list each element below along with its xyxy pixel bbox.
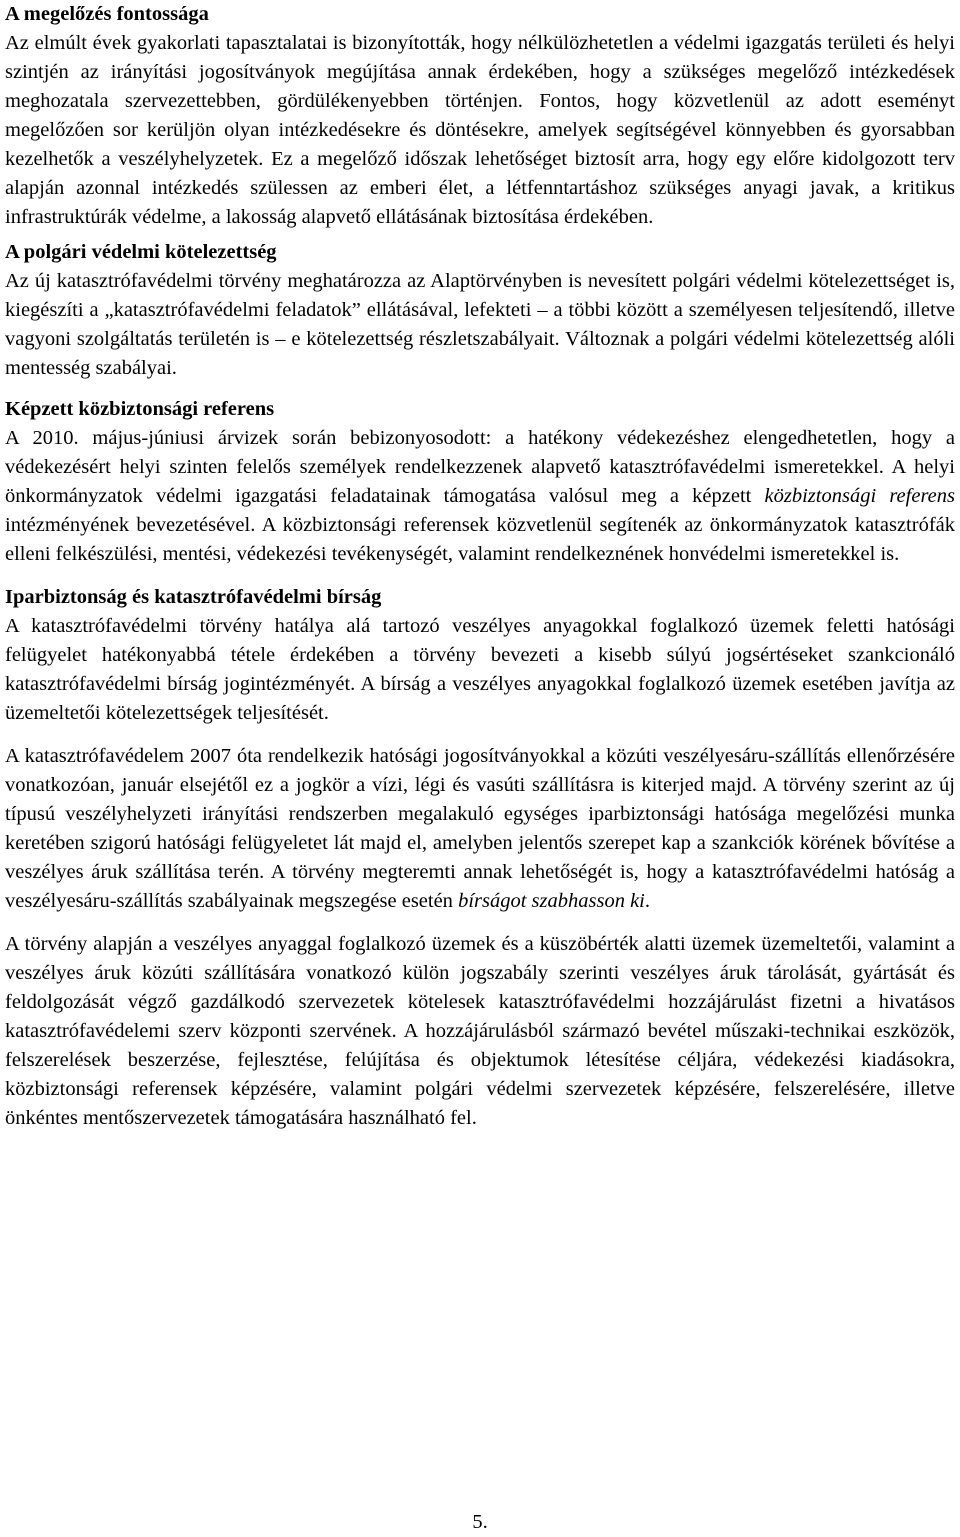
section-title-civil-defence: A polgári védelmi kötelezettség [5, 241, 277, 263]
page-number: 5. [472, 1511, 488, 1533]
section-title-industrial-safety: Iparbiztonság és katasztrófavédelmi bírság [5, 586, 382, 608]
paragraph-text: A 2010. május-júniusi árvizek során bebizonyosodott: a hatékony védekezéshez elengedhetetlen, hogy a védekezésért helyi szinten felelős személyek rendelkezzenek alapvető katasztrófavédelmi ismeretekkel. A helyi önkormányzatok védelmi igazgatási feladatainak támogatása valósul meg a képzett [5, 427, 955, 507]
document-page [5, 0, 955, 1133]
paragraph-text: intézményének bevezetésével. A közbiztonsági referensek közvetlenül segítenék az önkormányzatok katasztrófák elleni felkészülési, mentési, védekezési tevékenységét, valamint rendelkeznének honvédelmi ismeretekkel is. [5, 514, 955, 565]
paragraph-text: . [644, 890, 650, 912]
paragraph-dangerous-goods [5, 742, 955, 916]
paragraph-text: A katasztrófavédelem 2007 óta rendelkezik hatósági jogosítványokkal a közúti veszélyesáru-szállítás ellenőrzésére vonatkozóan, január elsejétől ez a jogkör a vízi, légi és vasúti szállításra is kiterjed majd. A törvény szerint az új típusú veszélyhelyzeti irányítási rendszerben megalakuló egységes iparbiztonsági hatósága megelőzési munka keretében szigorú hatósági felügyeletet lát majd el, amelyben jelentős szerepet kap a szankciók körének bővítése a veszélyes áruk szállítása terén. A törvény megteremti annak lehetőségét is, hogy a katasztrófavédelmi hatóság a veszélyesáru-szállítás szabályainak megszegése esetén [5, 745, 955, 912]
section-title-prevention: A megelőzés fontossága [5, 3, 209, 25]
paragraph-security-referee [5, 424, 955, 569]
italic-term: bírságot szabhasson ki [458, 890, 645, 912]
paragraph-civil-defence: Az új katasztrófavédelmi törvény meghatározza az Alaptörvényben is nevesített polgári védelmi kötelezettséget is, kiegészíti a „katasztrófavédelmi feladatok” ellátásával, lefekteti – a többi között a személyesen teljesítendő, illetve vagyoni szolgáltatás területén is – e kötelezettség részletszabályait. Változnak a polgári védelmi kötelezettség alóli mentesség szabályai. [5, 270, 955, 379]
section-title-security-referee: Képzett közbiztonsági referens [5, 398, 275, 420]
paragraph-industrial-fine: A katasztrófavédelmi törvény hatálya alá tartozó veszélyes anyagokkal foglalkozó üzemek feletti hatósági felügyelet hatékonyabbá tétele érdekében a törvény bevezeti a kisebb súlyú jogsértéseket szankcionáló katasztrófavédelmi bírság jogintézményét. A bírság a veszélyes anyagokkal foglalkozó üzemek esetében javítja az üzemeltetői kötelezettségek teljesítését. [5, 615, 955, 724]
paragraph-contribution: A törvény alapján a veszélyes anyaggal foglalkozó üzemek és a küszöbérték alatti üzemek üzemeltetői, valamint a veszélyes áruk közúti szállítására vonatkozó külön jogszabály szerinti veszélyes áruk tárolását, gyártását és feldolgozását végző gazdálkodó szervezetek kötelesek katasztrófavédelmi hozzájárulást fizetni a hivatásos katasztrófavédelemi szerv központi szervének. A hozzájárulásból származó bevétel műszaki-technikai eszközök, felszerelések beszerzése, fejlesztése, felújítása és objektumok létesítése céljára, védekezési kiadásokra, közbiztonsági referensek képzésére, valamint polgári védelmi szervezetek képzésére, felszerelésére, illetve önkéntes mentőszervezetek támogatására használható fel. [5, 933, 955, 1129]
italic-term: közbiztonsági referens [764, 485, 955, 507]
paragraph-prevention: Az elmúlt évek gyakorlati tapasztalatai is bizonyították, hogy nélkülözhetetlen a védelmi igazgatás területi és helyi szintjén az irányítási jogosítványok megújítása annak érdekében, hogy a szükséges megelőző intézkedések meghozatala szervezettebben, gördülékenyebben történjen. Fontos, hogy közvetlenül az adott eseményt megelőzően sor kerüljön olyan intézkedésekre és döntésekre, amelyek segítségével könnyebben és gyorsabban kezelhetők a veszélyhelyzetek. Ez a megelőző időszak lehetőséget biztosít arra, hogy egy előre kidolgozott terv alapján azonnal intézkedés szülessen az emberi élet, a létfenntartáshoz szükséges anyagi javak, a kritikus infrastruktúrák védelme, a lakosság alapvető ellátásának biztosítása érdekében. [5, 32, 955, 228]
